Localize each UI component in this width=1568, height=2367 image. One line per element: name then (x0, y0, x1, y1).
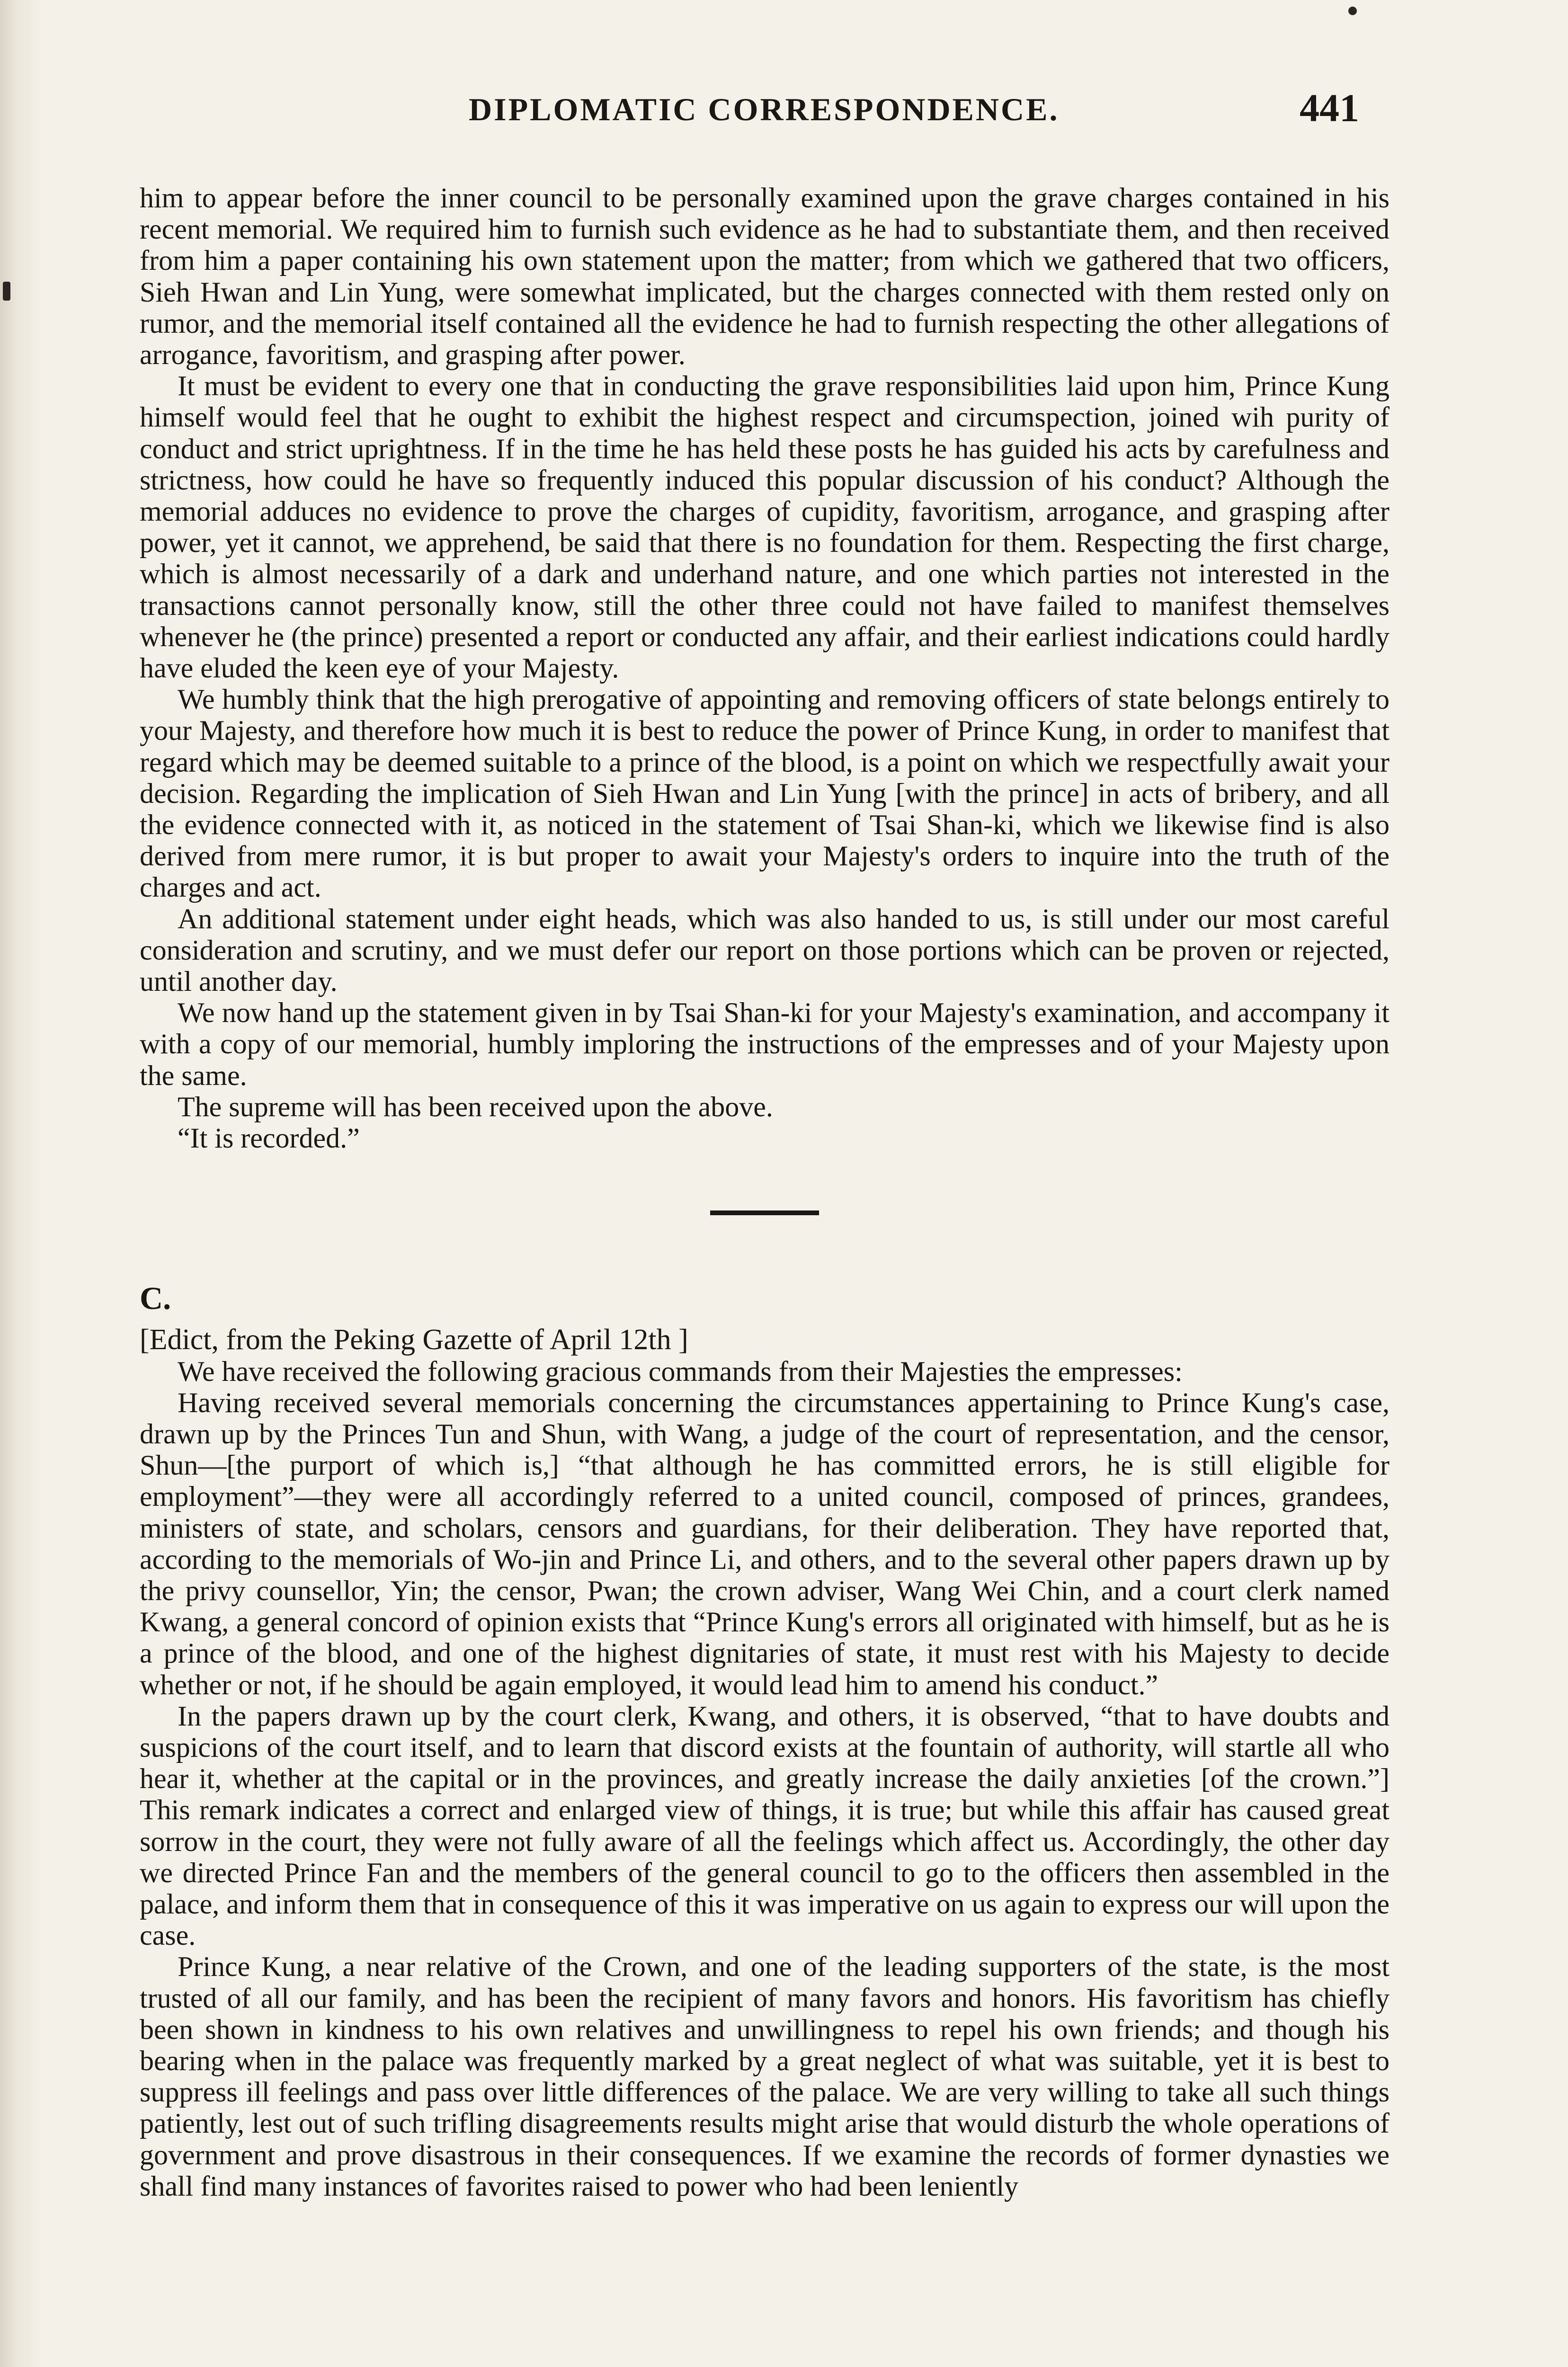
paragraph: We humbly think that the high prerogative of appointing and removing officers of state belongs entirely to your Majesty, and therefore how much it is best to reduce the power of Prince Kung, in order to manifest that regard which may be deemed suitable to a prince of the blood, is a point on which we respectfully await your decision. Regarding the implication of Sieh Hwan and Lin Yung [with the prince] in acts of bribery, and all the evidence connected with it, as noticed in the statement of Tsai Shan-ki, which we likewise find is also derived from mere rumor, it is but proper to await your Majesty's orders to inquire into the truth of the charges and act. (140, 684, 1390, 903)
paragraph: An additional statement under eight heads, which was also handed to us, is still under our most careful consideration and scrutiny, and we must defer our report on those portions which can be proven or rejected, until another day. (140, 903, 1390, 997)
paragraph: In the papers drawn up by the court clerk, Kwang, and others, it is observed, “that to have doubts and suspicions of the court itself, and to learn that discord exists at the fountain of authority, will startle all who hear it, whether at the capital or in the provinces, and greatly increase the daily anxieties [of the crown.”] This remark indicates a correct and enlarged view of things, it is true; but while this affair has caused great sorrow in the court, they were not fully aware of all the feelings which affect us. Accordingly, the other day we directed Prince Fan and the members of the general council to go to the officers then assembled in the palace, and inform them that in consequence of this it was imperative on us again to express our will upon the case. (140, 1700, 1390, 1951)
running-head: DIPLOMATIC CORRESPONDENCE. (469, 91, 1060, 127)
paragraph: him to appear before the inner council to be personally examined upon the grave charges contained in his recent memorial. We required him to furnish such evidence as he had to substantiate them, and then received from him a paper containing his own statement upon the matter; from which we gathered that two officers, Sieh Hwan and Lin Yung, were somewhat implicated, but the charges connected with them rested only on rumor, and the memorial itself contained all the evidence he had to furnish respecting the other allegations of arrogance, favoritism, and grasping after power. (140, 182, 1390, 371)
binding-gutter (0, 0, 43, 2367)
edict-heading: [Edict, from the Peking Gazette of April 12th ] (140, 1324, 688, 1356)
paragraph: The supreme will has been received upon the above. (178, 1091, 773, 1122)
body-text (140, 182, 1390, 2202)
section-letter: C. (140, 1280, 171, 1317)
paragraph: “It is recorded.” (178, 1122, 360, 1154)
paragraph: Prince Kung, a near relative of the Crown, and one of the leading supporters of the state, is the most trusted of all our family, and has been the recipient of many favors and honors. His favoritism has chiefly been shown in kindness to his own relatives and unwillingness to repel his own friends; and though his bearing when in the palace was frequently marked by a great neglect of what was suitable, yet it is best to suppress ill feelings and pass over little differences of the palace. We are very willing to take all such things patiently, lest out of such trifling disagreements results might arise that would disturb the whole operations of government and prove disastrous in their consequences. If we examine the records of former dynasties we shall find many instances of favorites raised to power who had been leniently (140, 1951, 1390, 2202)
corner-mark (1348, 7, 1357, 15)
paragraph: Having received several memorials concerning the circumstances appertaining to Prince Kung's case, drawn up by the Princes Tun and Shun, with Wang, a judge of the court of representation, and the censor, Shun—[the purport of which is,] “that although he has committed errors, he is still eligible for employment”—they were all accordingly referred to a united council, composed of princes, grandees, ministers of state, and scholars, censors and guardians, for their deliberation. They have reported that, according to the memorials of Wo-jin and Prince Li, and others, and to the several other papers drawn up by the privy counsellor, Yin; the censor, Pwan; the crown adviser, Wang Wei Chin, and a court clerk named Kwang, a general concord of opinion exists that “Prince Kung's errors all originated with himself, but as he is a prince of the blood, and one of the highest dignitaries of state, it must rest with his Majesty to decide whether or not, if he should be again employed, it would lead him to amend his conduct.” (140, 1387, 1390, 1700)
margin-mark (3, 282, 10, 301)
divider-rule (710, 1210, 819, 1215)
paragraph: It must be evident to every one that in conducting the grave responsibilities laid upon him, Prince Kung himself would feel that he ought to exhibit the highest respect and circumspection, joined wih purity of conduct and strict uprightness. If in the time he has held these posts he has guided his acts by carefulness and strictness, how could he have so frequently induced this popular discussion of his conduct? Although the memorial adduces no evidence to prove the charges of cupidity, favoritism, arrogance, and grasping after power, yet it cannot, we apprehend, be said that there is no foundation for them. Respecting the first charge, which is almost necessarily of a dark and underhand nature, and one which parties not interested in the transactions cannot personally know, still the other three could not have failed to manifest themselves whenever he (the prince) presented a report or conducted any affair, and their earliest indications could hardly have eluded the keen eye of your Majesty. (140, 370, 1390, 684)
paragraph: We have received the following gracious commands from their Majesties the empresses: (178, 1355, 1183, 1387)
page-number: 441 (1300, 86, 1359, 130)
page-header (0, 85, 1568, 142)
paragraph: We now hand up the statement given in by Tsai Shan-ki for your Majesty's examination, and accompany it with a copy of our memorial, humbly imploring the instructions of the empresses and of your Majesty upon the same. (140, 997, 1390, 1091)
section-divider (140, 1154, 1390, 1272)
